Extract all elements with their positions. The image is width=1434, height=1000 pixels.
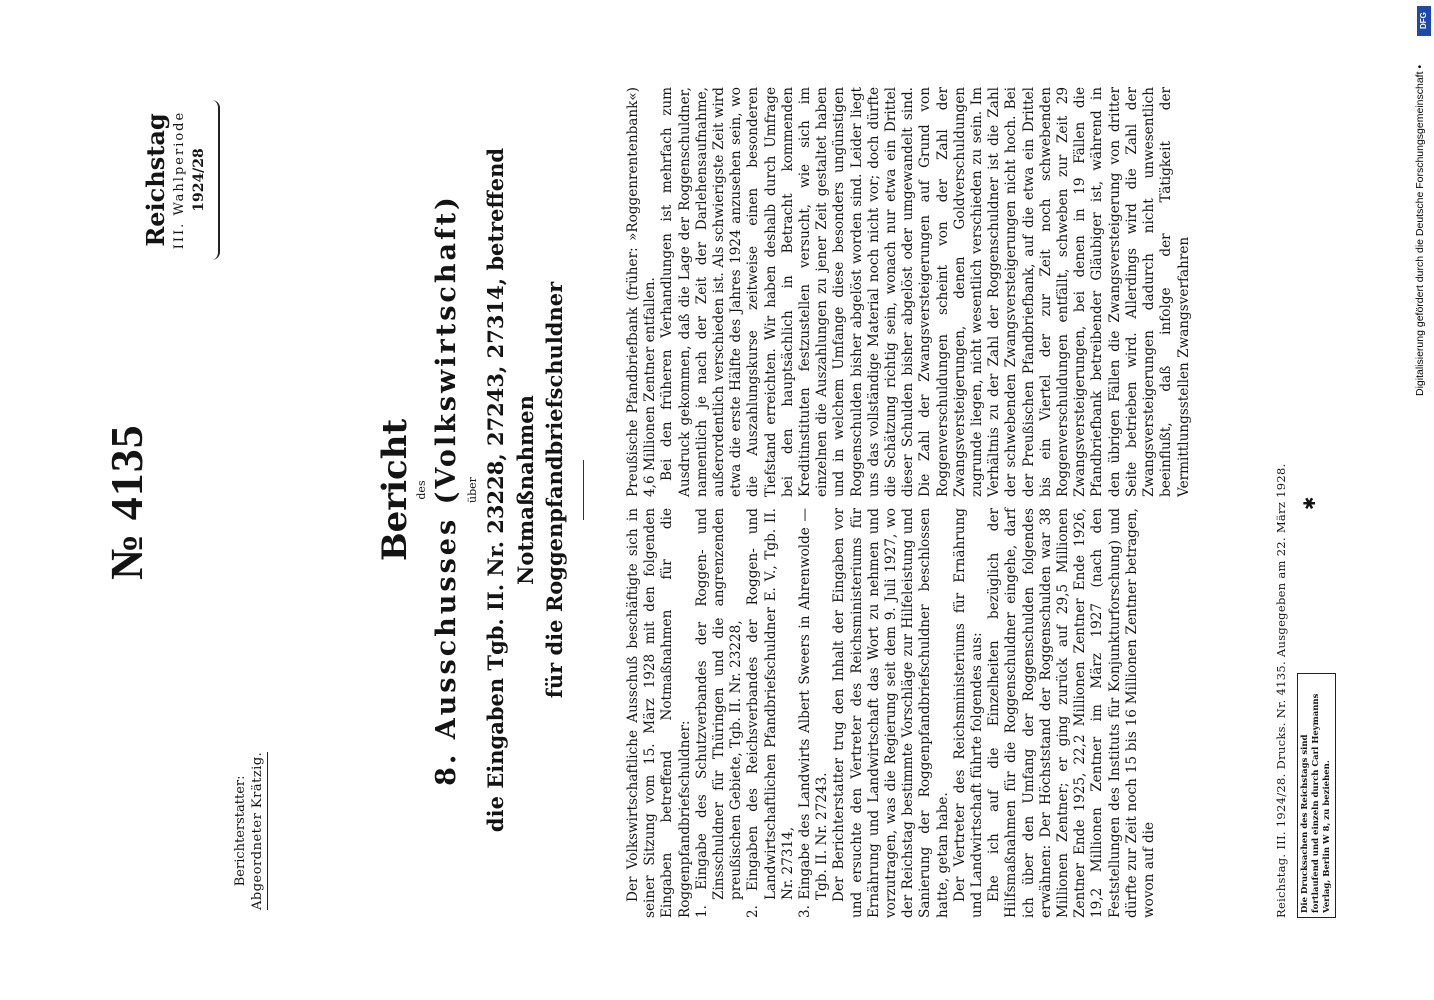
left-para-4: Ehe ich auf die Einzelheiten bezüglich der Hilfsmaßnahmen für die Roggenschuldner eingehe, darf ich über den Umfang der Roggenschulden folgendes erwähnen: Der Höchststand der Roggenschulden war 38 Millionen Zentner; er ging zurück auf 29,5 Millionen Zentner Ende 1925, 22,2 Millionen Zentner Ende 1926, 19,2 Millionen Zentner im März 1927 (nach den Feststellungen des Instituts für Konjunkturforschung) und dürfte zur Zeit noch 15 bis 16 Millionen Zentner betragen, wovon auf die [986, 508, 1158, 918]
left-column [625, 508, 1158, 918]
parliament-name: Reichstag [141, 113, 170, 247]
title-ueber: über [466, 477, 479, 503]
left-para-3: Der Vertreter des Reichsministeriums für Ernährung und Landwirtschaft führte folgendes aus: [951, 508, 986, 918]
reporter-name: Abgeordneter Krätzig. [249, 752, 268, 910]
credit-text: Digitalisierung gefördert durch die Deutsche Forschungsgemeinschaft • [1414, 64, 1426, 396]
right-para-1: Preußische Pfandbriefbank (früher: »Roggenrentenbank«) 4,6 Millionen Zentner entfallen. [625, 87, 659, 497]
document-number: № 4135 [101, 424, 152, 580]
right-column [625, 87, 1193, 497]
parliament-block [142, 100, 220, 260]
left-item-1: 1. Eingabe des Schutzverbandes der Roggen- und Zinsschuldner für Thüringen und die angrenzenden preußischen Gebiete, Tgb. II. Nr. 23228, [693, 508, 745, 918]
left-item-3: 3. Eingabe des Landwirts Albert Sweers in Ahrenwolde — Tgb. II. Nr. 27243. [797, 508, 831, 918]
title-committee: 8. Ausschusses (Volkswirtschaft) [431, 194, 462, 786]
right-para-2: Bei den früheren Verhandlungen ist mehrfach zum Ausdruck gekommen, daß die Lage der Roggenschuldner, namentlich je nach der Zeit der Darlehensaufnahme, außerordentlich verschieden ist. Als schwierigste Zeit wird etwa die erste Hälfte des Jahres 1924 anzusehen sein, wo die Auszahlungskurse zeitweise einen besonderen Tiefstand erreichten. Wir haben deshalb durch Umfrage bei den hauptsächlich in Betracht kommenden Kreditinstituten festzustellen versucht, wie sich im einzelnen die Auszahlungen zu jener Zeit gestaltet haben und in welchem Umfange diese besonders ungünstigen Roggenschulden bisher abgelöst worden sind. Leider liegt uns das vollständige Material noch nicht vor; doch dürfte die Schätzung richtig sein, wonach nur etwa ein Drittel dieser Schulden bisher abgelöst oder umgewandelt sind. Die Zahl der Zwangsversteigerungen auf Grund von Roggenverschuldungen scheint von der Zahl der Zwangsversteigerungen, denen Goldverschuldungen zugrunde liegen, nicht wesentlich verschieden zu sein. Im Verhältnis zu der Zahl der Roggenschuldner ist die Zahl der schwebenden Zwangsversteigerungen nicht hoch. Bei der Preußischen Pfandbriefbank, auf die etwa ein Drittel bis ein Viertel der zur Zeit noch schwebenden Roggenverschuldungen entfällt, schweben zur Zeit 29 Zwangsversteigerungen, bei denen in 19 Fällen die Pfandbriefbank betreibender Gläubiger ist, während in den übrigen Fällen die Zwangsversteigerung von dritter Seite betrieben wird. Allerdings wird die Zahl der Zwangsversteigerungen dadurch nicht unwesentlich beeinflußt, daß infolge der Tätigkeit der Vermittlungsstellen Zwangsverfahren [659, 87, 1192, 497]
title-subject-2: für die Roggenpfandbriefschuldner [542, 281, 567, 699]
left-para-2: Der Berichterstatter trug den Inhalt der Eingaben vor und ersuchte den Vertreter des Reichsministeriums für Ernährung und Landwirtschaft das Wort zu nehmen und vorzutragen, was die Regierung seit dem 9. Juli 1927, wo der Reichstag bestimmte Vorschläge zur Hilfeleistung und Sanierung der Roggenpfandbriefschuldner beschlossen hatte, getan habe. [831, 508, 951, 918]
title-bericht: Bericht [375, 418, 415, 562]
left-intro: Der Volkswirtschaftliche Ausschuß beschäftigte sich in seiner Sitzung vom 15. März 1928 mit den folgenden Eingaben betreffend Notmaßnahmen für die Roggenpfandbriefschuldner: [625, 508, 693, 918]
reporter-block [232, 752, 268, 910]
footer-box-text: Die Drucksachen des Reichstags sind fortlaufend und einzeln durch Carl Heymanns Verlag, Berlin W 8, zu beziehen. [1300, 693, 1332, 913]
title-rule [583, 460, 584, 520]
left-item-2: 2. Eingaben des Reichsverbandes der Roggen- und Landwirtschaftlichen Pfandbriefschuldner E. V., Tgb. II. Nr. 27314, [745, 508, 796, 918]
period-years: 1924/28 [191, 148, 207, 212]
dfg-logo-icon: DFG [1417, 6, 1431, 36]
period-line: III. Wahlperiode [172, 110, 187, 250]
footer-line: Reichstag. III. 1924/28. Drucks. Nr. 4135. Ausgegeben am 22. März 1928. [1274, 463, 1288, 918]
footer-box [1297, 673, 1336, 918]
title-subject-1: die Eingaben Tgb. II. Nr. 23228, 27243, 27314, betreffend Notmaßnahmen [483, 147, 538, 833]
footer-mark: ✱ [1300, 496, 1319, 510]
title-des: des [415, 480, 428, 500]
bracket-line [212, 100, 220, 260]
title-block [375, 60, 584, 920]
reporter-label: Berichterstatter: [233, 775, 248, 887]
digitization-credit [1414, 0, 1434, 1000]
